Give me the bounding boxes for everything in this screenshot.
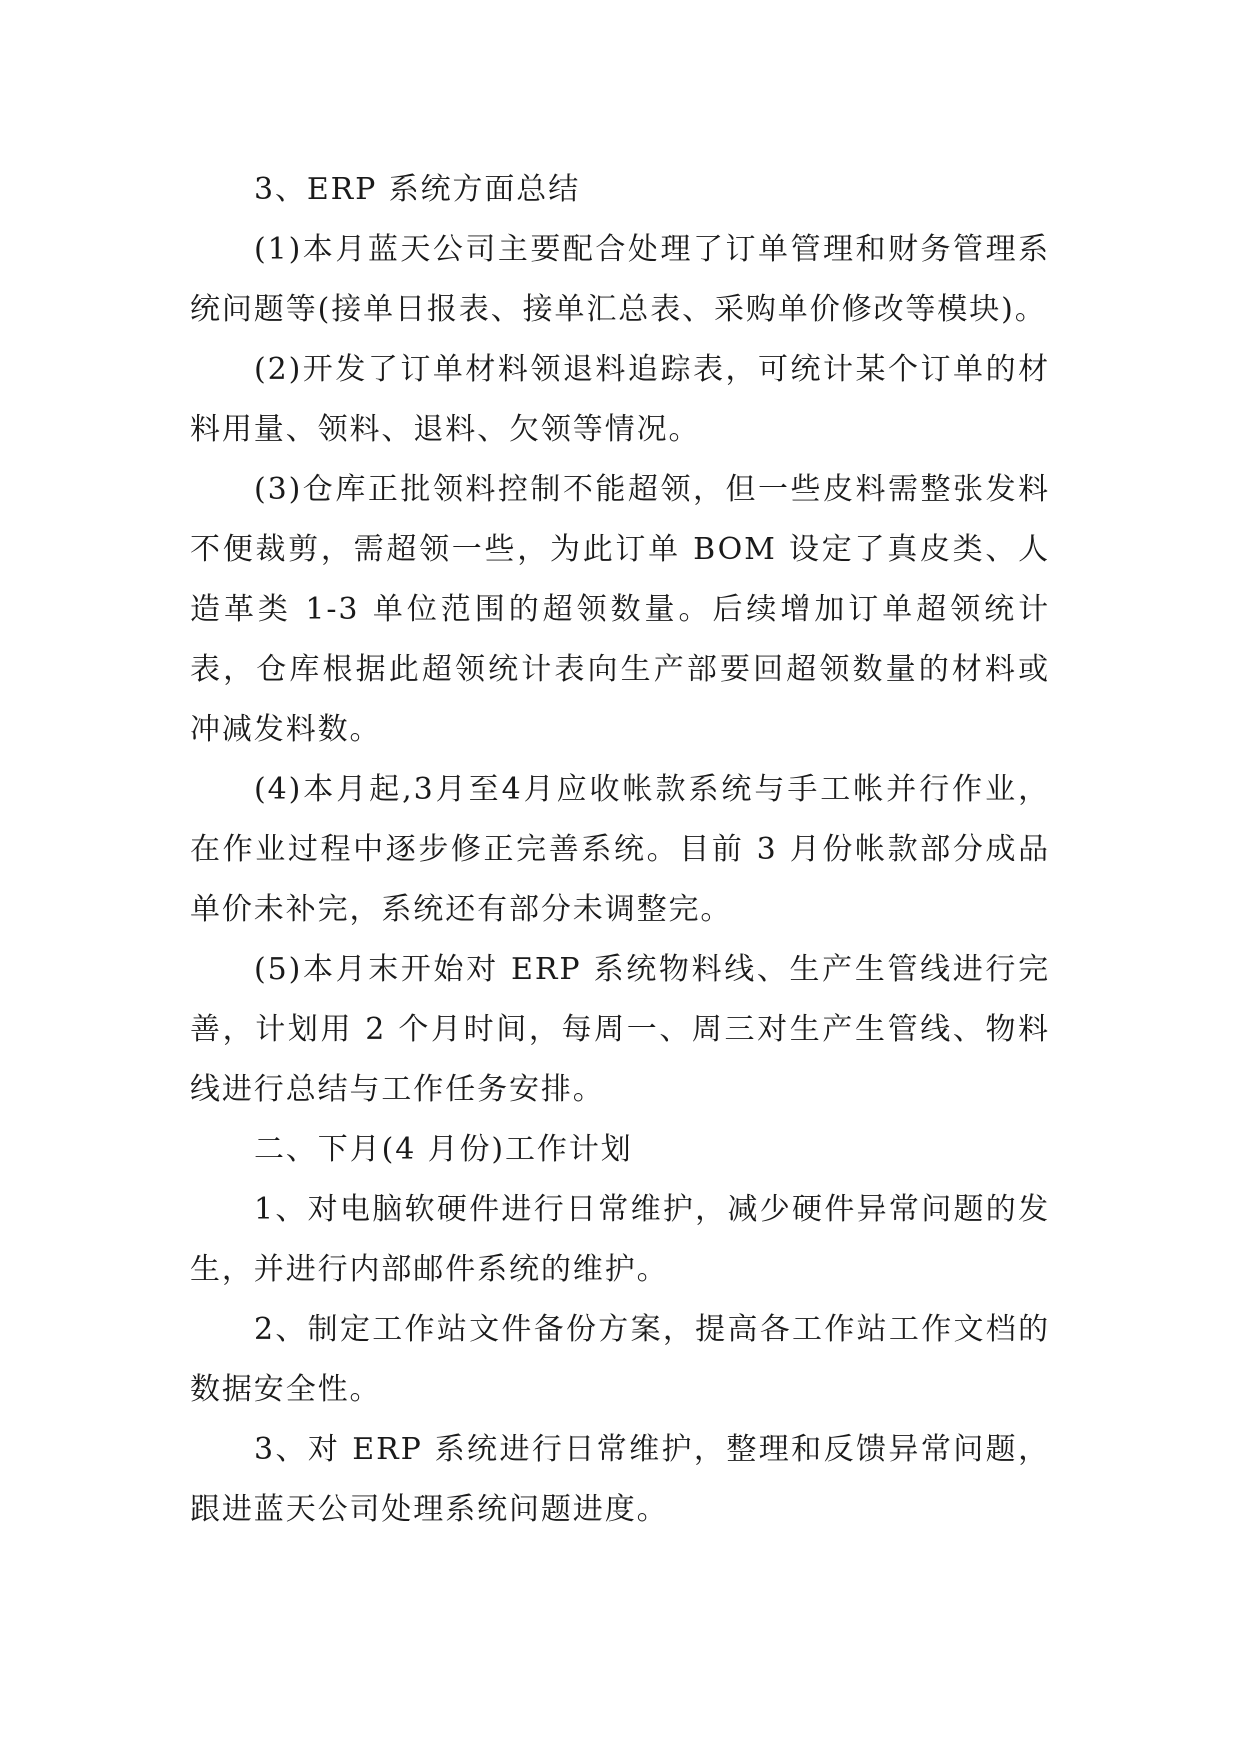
plan-item-3: 3、对 ERP 系统进行日常维护，整理和反馈异常问题，跟进蓝天公司处理系统问题进度。 bbox=[190, 1432, 1050, 1527]
next-month-plan-heading: 二、下月(4 月份)工作计划 bbox=[254, 1132, 633, 1167]
erp-summary-item-1: (1)本月蓝天公司主要配合处理了订单管理和财务管理系统问题等(接单日报表、接单汇总表、采购单价修改等模块)。 bbox=[190, 232, 1050, 327]
erp-summary-item-2: (2)开发了订单材料领退料追踪表，可统计某个订单的材料用量、领料、退料、欠领等情况。 bbox=[190, 352, 1050, 447]
plan-item-2: 2、制定工作站文件备份方案，提高各工作站工作文档的数据安全性。 bbox=[190, 1312, 1050, 1407]
erp-summary-item-3: (3)仓库正批领料控制不能超领，但一些皮料需整张发料不便裁剪，需超领一些，为此订单 BOM 设定了真皮类、人造革类 1-3 单位范围的超领数量。后续增加订单超领统计表，仓库根据此超领统计表向生产部要回超领数量的材料或冲减发料数。 bbox=[190, 472, 1050, 747]
document-body bbox=[190, 160, 1050, 1540]
erp-summary-item-4: (4)本月起,3月至4月应收帐款系统与手工帐并行作业，在作业过程中逐步修正完善系统。目前 3 月份帐款部分成品单价未补完，系统还有部分未调整完。 bbox=[190, 772, 1050, 927]
erp-summary-heading: 3、ERP 系统方面总结 bbox=[254, 172, 581, 207]
plan-item-1: 1、对电脑软硬件进行日常维护，减少硬件异常问题的发生，并进行内部邮件系统的维护。 bbox=[190, 1192, 1050, 1287]
erp-summary-item-5: (5)本月末开始对 ERP 系统物料线、生产生管线进行完善，计划用 2 个月时间，每周一、周三对生产生管线、物料线进行总结与工作任务安排。 bbox=[190, 952, 1050, 1107]
